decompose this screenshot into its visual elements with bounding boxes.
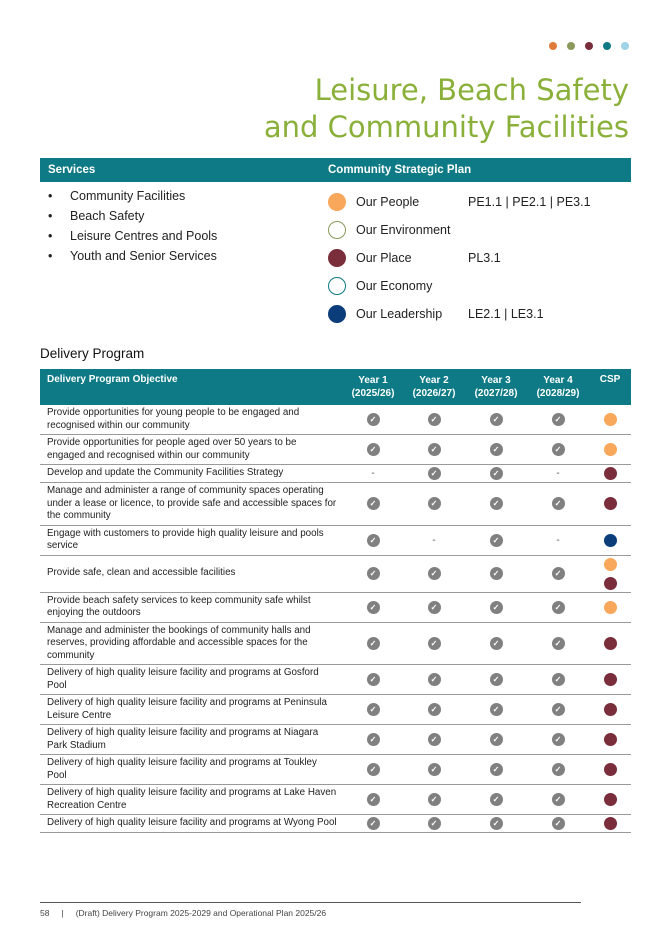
year-cell: [527, 525, 589, 555]
check-icon: ✓: [552, 793, 565, 806]
year-period: (2025/26): [351, 388, 395, 399]
objective-cell: Delivery of high quality leisure facility and programs at Wyong Pool: [40, 815, 343, 833]
csp-cell: [589, 695, 631, 725]
csp-cell: [589, 785, 631, 815]
check-icon: ✓: [490, 793, 503, 806]
objective-cell: Provide opportunities for young people to be engaged and recognised within our community: [40, 405, 343, 435]
check-icon: ✓: [552, 673, 565, 686]
footer-separator: |: [61, 908, 64, 918]
objective-cell: Delivery of high quality leisure facility and programs at Lake Haven Recreation Centre: [40, 785, 343, 815]
check-icon: ✓: [490, 601, 503, 614]
csp-item-name: Our Environment: [356, 223, 451, 237]
check-icon: ✓: [367, 703, 380, 716]
service-item: • Leisure Centres and Pools: [44, 226, 217, 246]
csp-cell: [589, 465, 631, 483]
year-cell: [403, 785, 465, 815]
table-row: [40, 665, 631, 695]
year-cell: [343, 525, 403, 555]
csp-circle-icon: [328, 193, 346, 211]
csp-item-name: Our People: [356, 195, 420, 209]
year-column-header: [465, 369, 527, 405]
year-cell: [343, 465, 403, 483]
check-icon: ✓: [552, 413, 565, 426]
year-label: Year 4: [543, 375, 573, 386]
check-icon: ✓: [367, 637, 380, 650]
csp-place-icon: [604, 497, 617, 510]
service-item: • Community Facilities: [44, 186, 217, 206]
csp-place-icon: [604, 637, 617, 650]
year-cell: [527, 815, 589, 833]
dash-mark: -: [432, 534, 436, 546]
table-row: [40, 695, 631, 725]
maroon-dot: [585, 42, 593, 50]
year-cell: [343, 622, 403, 665]
check-icon: ✓: [552, 637, 565, 650]
check-icon: ✓: [490, 637, 503, 650]
objective-cell: Delivery of high quality leisure facility and programs at Toukley Pool: [40, 755, 343, 785]
table-row: [40, 725, 631, 755]
olive-dot: [567, 42, 575, 50]
year-cell: [465, 785, 527, 815]
year-cell: [343, 435, 403, 465]
check-icon: ✓: [367, 793, 380, 806]
table-row: [40, 555, 631, 592]
table-row: [40, 755, 631, 785]
check-icon: ✓: [367, 733, 380, 746]
year-cell: [527, 483, 589, 526]
check-icon: ✓: [490, 467, 503, 480]
csp-circle-icon: [328, 305, 346, 323]
check-icon: ✓: [552, 733, 565, 746]
year-cell: [465, 665, 527, 695]
year-cell: [403, 483, 465, 526]
year-cell: [527, 665, 589, 695]
table-row: [40, 592, 631, 622]
check-icon: ✓: [490, 497, 503, 510]
check-icon: ✓: [367, 601, 380, 614]
table-row: [40, 465, 631, 483]
check-icon: ✓: [490, 443, 503, 456]
objective-cell: Manage and administer a range of community spaces operating under a lease or licence, to provide safe and accessible spaces for the community: [40, 483, 343, 526]
check-icon: ✓: [428, 467, 441, 480]
year-period: (2028/29): [536, 388, 580, 399]
check-icon: ✓: [490, 673, 503, 686]
csp-place-icon: [604, 577, 617, 590]
check-icon: ✓: [428, 413, 441, 426]
check-icon: ✓: [552, 601, 565, 614]
year-cell: [343, 695, 403, 725]
table-header-row: [40, 369, 631, 405]
check-icon: ✓: [428, 567, 441, 580]
dash-mark: -: [556, 468, 560, 479]
csp-cell: [589, 665, 631, 695]
year-cell: [527, 555, 589, 592]
objective-cell: Delivery of high quality leisure facility and programs at Gosford Pool: [40, 665, 343, 695]
csp-cell: [589, 405, 631, 435]
csp-header: Community Strategic Plan: [328, 164, 472, 176]
year-cell: [465, 755, 527, 785]
year-cell: [465, 815, 527, 833]
csp-column-header: CSP: [589, 369, 631, 405]
year-cell: [403, 755, 465, 785]
check-icon: ✓: [428, 601, 441, 614]
service-item: • Beach Safety: [44, 206, 217, 226]
check-icon: ✓: [552, 497, 565, 510]
teal-dot: [603, 42, 611, 50]
objective-cell: Provide safe, clean and accessible facilities: [40, 555, 343, 592]
csp-place-icon: [604, 673, 617, 686]
check-icon: ✓: [490, 534, 503, 547]
header-dots: [549, 42, 629, 50]
year-cell: [403, 695, 465, 725]
csp-people-icon: [604, 601, 617, 614]
table-row: [40, 815, 631, 833]
csp-item-name: Our Place: [356, 251, 412, 265]
year-cell: [343, 665, 403, 695]
year-label: Year 3: [481, 375, 511, 386]
table-row: [40, 405, 631, 435]
year-cell: [343, 785, 403, 815]
check-icon: ✓: [490, 817, 503, 830]
year-cell: [343, 725, 403, 755]
csp-circle-icon: [328, 249, 346, 267]
services-header: Services: [48, 164, 96, 176]
objective-cell: Delivery of high quality leisure facility and programs at Niagara Park Stadium: [40, 725, 343, 755]
objective-cell: Manage and administer the bookings of community halls and reserves, providing affordable and accessible spaces for the community: [40, 622, 343, 665]
year-cell: [465, 435, 527, 465]
check-icon: ✓: [367, 534, 380, 547]
check-icon: ✓: [428, 817, 441, 830]
year-cell: [527, 435, 589, 465]
check-icon: ✓: [367, 443, 380, 456]
delivery-program-table: [40, 369, 631, 833]
csp-people-icon: [604, 443, 617, 456]
year-cell: [403, 815, 465, 833]
csp-cell: [589, 622, 631, 665]
csp-item-codes: LE2.1 | LE3.1: [468, 307, 544, 321]
csp-item: [328, 188, 628, 216]
year-cell: [403, 725, 465, 755]
check-icon: ✓: [552, 763, 565, 776]
check-icon: ✓: [428, 443, 441, 456]
dash-mark: -: [371, 468, 375, 479]
check-icon: ✓: [428, 793, 441, 806]
csp-people-icon: [604, 413, 617, 426]
table-row: [40, 483, 631, 526]
year-column-header: [527, 369, 589, 405]
check-icon: ✓: [552, 567, 565, 580]
check-icon: ✓: [490, 567, 503, 580]
year-cell: [465, 465, 527, 483]
check-icon: ✓: [367, 413, 380, 426]
year-cell: [527, 622, 589, 665]
footer-text: (Draft) Delivery Program 2025-2029 and Operational Plan 2025/26: [75, 908, 327, 918]
year-cell: [403, 592, 465, 622]
year-cell: [343, 405, 403, 435]
table-row: [40, 785, 631, 815]
csp-cell: [589, 435, 631, 465]
check-icon: ✓: [552, 703, 565, 716]
check-icon: ✓: [490, 703, 503, 716]
csp-cell: [589, 815, 631, 833]
csp-cell: [589, 555, 631, 592]
year-cell: [403, 665, 465, 695]
year-cell: [343, 555, 403, 592]
page-title: [264, 72, 629, 146]
year-cell: [527, 695, 589, 725]
year-cell: [403, 622, 465, 665]
orange-dot: [549, 42, 557, 50]
year-cell: [527, 405, 589, 435]
year-cell: [343, 815, 403, 833]
csp-cell: [589, 755, 631, 785]
check-icon: ✓: [367, 763, 380, 776]
year-cell: [527, 785, 589, 815]
check-icon: ✓: [490, 763, 503, 776]
csp-item-codes: PL3.1: [468, 251, 501, 265]
footer-divider: [40, 902, 581, 903]
service-item: • Youth and Senior Services: [44, 246, 217, 266]
check-icon: ✓: [428, 733, 441, 746]
objective-cell: Provide beach safety services to keep community safe whilst enjoying the outdoors: [40, 592, 343, 622]
check-icon: ✓: [552, 443, 565, 456]
delivery-program-heading: Delivery Program: [40, 346, 145, 361]
csp-place-icon: [604, 733, 617, 746]
check-icon: ✓: [367, 497, 380, 510]
csp-place-icon: [604, 817, 617, 830]
objective-cell: Provide opportunities for people aged over 50 years to be engaged and recognised within our community: [40, 435, 343, 465]
csp-place-icon: [604, 793, 617, 806]
check-icon: ✓: [367, 567, 380, 580]
table-row: [40, 525, 631, 555]
table-row: [40, 435, 631, 465]
year-column-header: [403, 369, 465, 405]
year-cell: [465, 405, 527, 435]
year-cell: [465, 483, 527, 526]
objective-column-header: Delivery Program Objective: [40, 369, 343, 405]
services-list: [44, 186, 217, 266]
services-csp-header: [40, 158, 631, 182]
dash-mark: -: [556, 534, 560, 546]
check-icon: ✓: [367, 673, 380, 686]
objective-cell: Develop and update the Community Facilities Strategy: [40, 465, 343, 483]
csp-item-name: Our Leadership: [356, 307, 443, 321]
year-cell: [465, 695, 527, 725]
check-icon: ✓: [490, 733, 503, 746]
year-cell: [527, 725, 589, 755]
year-column-header: [343, 369, 403, 405]
table-row: [40, 622, 631, 665]
csp-cell: [589, 725, 631, 755]
csp-place-icon: [604, 763, 617, 776]
csp-list: [328, 188, 628, 328]
csp-place-icon: [604, 467, 617, 480]
check-icon: ✓: [367, 817, 380, 830]
lightblue-dot: [621, 42, 629, 50]
year-cell: [465, 592, 527, 622]
check-icon: ✓: [552, 817, 565, 830]
check-icon: ✓: [428, 673, 441, 686]
csp-circle-icon: [328, 221, 346, 239]
csp-cell: [589, 525, 631, 555]
year-cell: [465, 555, 527, 592]
csp-item: [328, 272, 628, 300]
year-cell: [343, 483, 403, 526]
check-icon: ✓: [428, 637, 441, 650]
year-cell: [403, 405, 465, 435]
csp-cell: [589, 592, 631, 622]
objective-cell: Engage with customers to provide high quality leisure and pools service: [40, 525, 343, 555]
check-icon: ✓: [428, 497, 441, 510]
year-cell: [527, 755, 589, 785]
csp-place-icon: [604, 703, 617, 716]
year-cell: [343, 592, 403, 622]
csp-item-codes: PE1.1 | PE2.1 | PE3.1: [468, 195, 591, 209]
csp-item: [328, 300, 628, 328]
year-cell: [403, 555, 465, 592]
csp-item-name: Our Economy: [356, 279, 433, 293]
csp-people-icon: [604, 558, 617, 571]
csp-item: [328, 244, 628, 272]
year-cell: [343, 755, 403, 785]
page-number: 58: [40, 908, 50, 918]
year-cell: [465, 725, 527, 755]
csp-cell: [589, 483, 631, 526]
year-cell: [527, 465, 589, 483]
page-title-line1: Leisure, Beach Safety: [314, 73, 629, 107]
footer: [40, 908, 326, 918]
year-cell: [465, 525, 527, 555]
year-label: Year 2: [419, 375, 449, 386]
check-icon: ✓: [428, 763, 441, 776]
year-cell: [465, 622, 527, 665]
year-label: Year 1: [358, 375, 388, 386]
check-icon: ✓: [490, 413, 503, 426]
csp-circle-icon: [328, 277, 346, 295]
check-icon: ✓: [428, 703, 441, 716]
year-cell: [403, 465, 465, 483]
year-period: (2027/28): [474, 388, 518, 399]
year-cell: [403, 435, 465, 465]
year-period: (2026/27): [412, 388, 456, 399]
page-title-line2: and Community Facilities: [263, 110, 629, 144]
year-cell: [403, 525, 465, 555]
year-cell: [527, 592, 589, 622]
objective-cell: Delivery of high quality leisure facility and programs at Peninsula Leisure Centre: [40, 695, 343, 725]
csp-item: [328, 216, 628, 244]
csp-leadership-icon: [604, 534, 617, 547]
